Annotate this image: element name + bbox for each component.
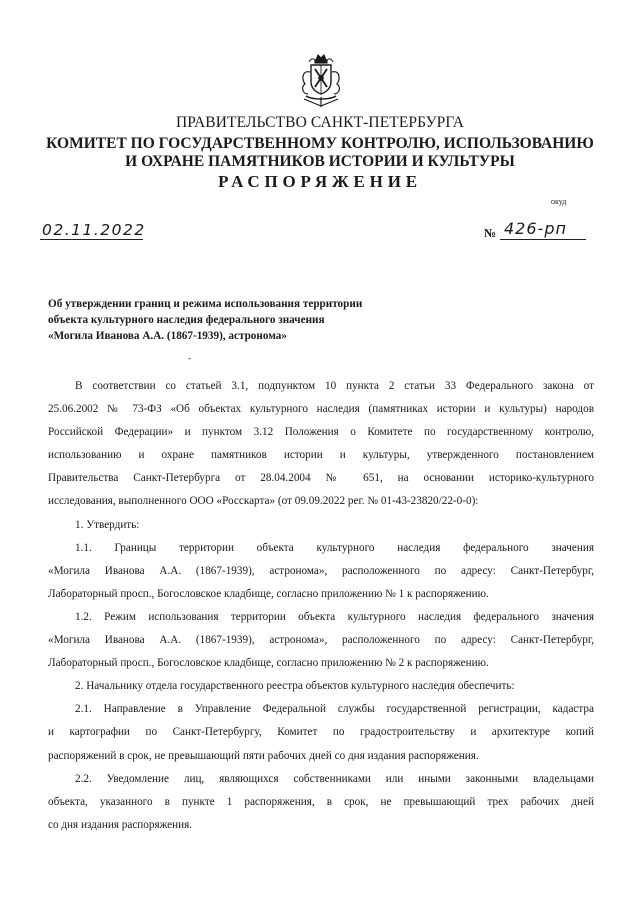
preamble-line: Правительства Санкт-Петербурга от 28.04.2004 № 651, на основании историко-культурного: [48, 472, 594, 485]
document-date: 02.11.2022: [42, 221, 146, 239]
item-1-2-line: Лабораторный просп., Богословское кладбище, согласно приложению № 2 к распоряжению.: [48, 657, 489, 670]
document-subject: [48, 296, 362, 344]
number-sign: №: [484, 226, 497, 240]
item-2-2-line: объекта, указанного в пункте 1 распоряжения, в срок, не превышающий трех рабочих дней: [48, 795, 594, 808]
preamble-line: Российской Федерации» и пунктом 3.12 Положения о Комитете по государственному контролю,: [48, 426, 594, 439]
item-1-1-line: «Могила Иванова А.А. (1867-1939), астронома», расположенного по адресу: Санкт-Петербург,: [48, 564, 594, 577]
preamble-line: 25.06.2002 № 73-ФЗ «Об объектах культурного наследия (памятниках истории и культуры) народов: [48, 403, 594, 416]
okud-label: окуд: [551, 197, 567, 206]
subject-line: объекта культурного наследия федерального значения: [48, 314, 325, 326]
item-1-1-line: 1.1. Границы территории объекта культурного наследия федерального значения: [75, 541, 594, 554]
item-2-2-line: со дня издания распоряжения.: [48, 818, 193, 831]
subject-line: Об утверждении границ и режима использования территории: [48, 298, 363, 310]
item-2-1-line: распоряжений в срок, не превышающий пяти рабочих дней со дня издания распоряжения.: [48, 749, 479, 762]
item-2-2-line: 2.2. Уведомление лиц, являющихся собственниками или иными законными владельцами: [75, 772, 594, 785]
item-1-1-line: Лабораторный просп., Богословское кладбище, согласно приложению № 1 к распоряжению.: [48, 587, 489, 600]
preamble-line: В соответствии со статьей 3.1, подпунктом 10 пункта 2 статьи 33 Федерального закона от: [75, 380, 594, 392]
item-2: 2. Начальнику отдела государственного реестра объектов культурного наследия обеспечить:: [75, 680, 515, 693]
committee-title-line2: И ОХРАНЕ ПАМЯТНИКОВ ИСТОРИИ И КУЛЬТУРЫ: [125, 153, 515, 170]
document-number: 426-рп: [504, 219, 567, 238]
document-type-title: РАСПОРЯЖЕНИЕ: [218, 172, 422, 191]
document-body: [48, 375, 594, 837]
stray-mark: -: [188, 353, 191, 363]
government-title: ПРАВИТЕЛЬСТВО САНКТ-ПЕТЕРБУРГА: [175, 114, 465, 131]
number-underline: [500, 239, 586, 240]
coat-of-arms-icon: [296, 52, 346, 108]
item-1: 1. Утвердить:: [75, 518, 140, 531]
item-2-1-line: и картографии по Санкт-Петербургу, Комитет по градостроительству и архитектуре копий: [48, 726, 594, 739]
date-underline: [40, 239, 143, 240]
item-2-1-line: 2.1. Направление в Управление Федеральной службы государственной регистрации, кадастра: [75, 703, 594, 716]
item-1-2-line: 1.2. Режим использования территории объекта культурного наследия федерального значения: [75, 610, 594, 623]
committee-title-line1: КОМИТЕТ ПО ГОСУДАРСТВЕННОМУ КОНТРОЛЮ, ИСПОЛЬЗОВАНИЮ: [46, 135, 594, 152]
preamble-line: использованию и охране памятников истории и культуры, утвержденного постановлением: [48, 449, 594, 462]
subject-line: «Могила Иванова А.А. (1867-1939), астронома»: [48, 330, 287, 342]
preamble-line: исследования, выполненного ООО «Росскарта» (от 09.09.2022 рег. № 01-43-23820/22-0-0):: [48, 495, 479, 508]
item-1-2-line: «Могила Иванова А.А. (1867-1939), астронома», расположенного по адресу: Санкт-Петербург,: [48, 634, 594, 647]
